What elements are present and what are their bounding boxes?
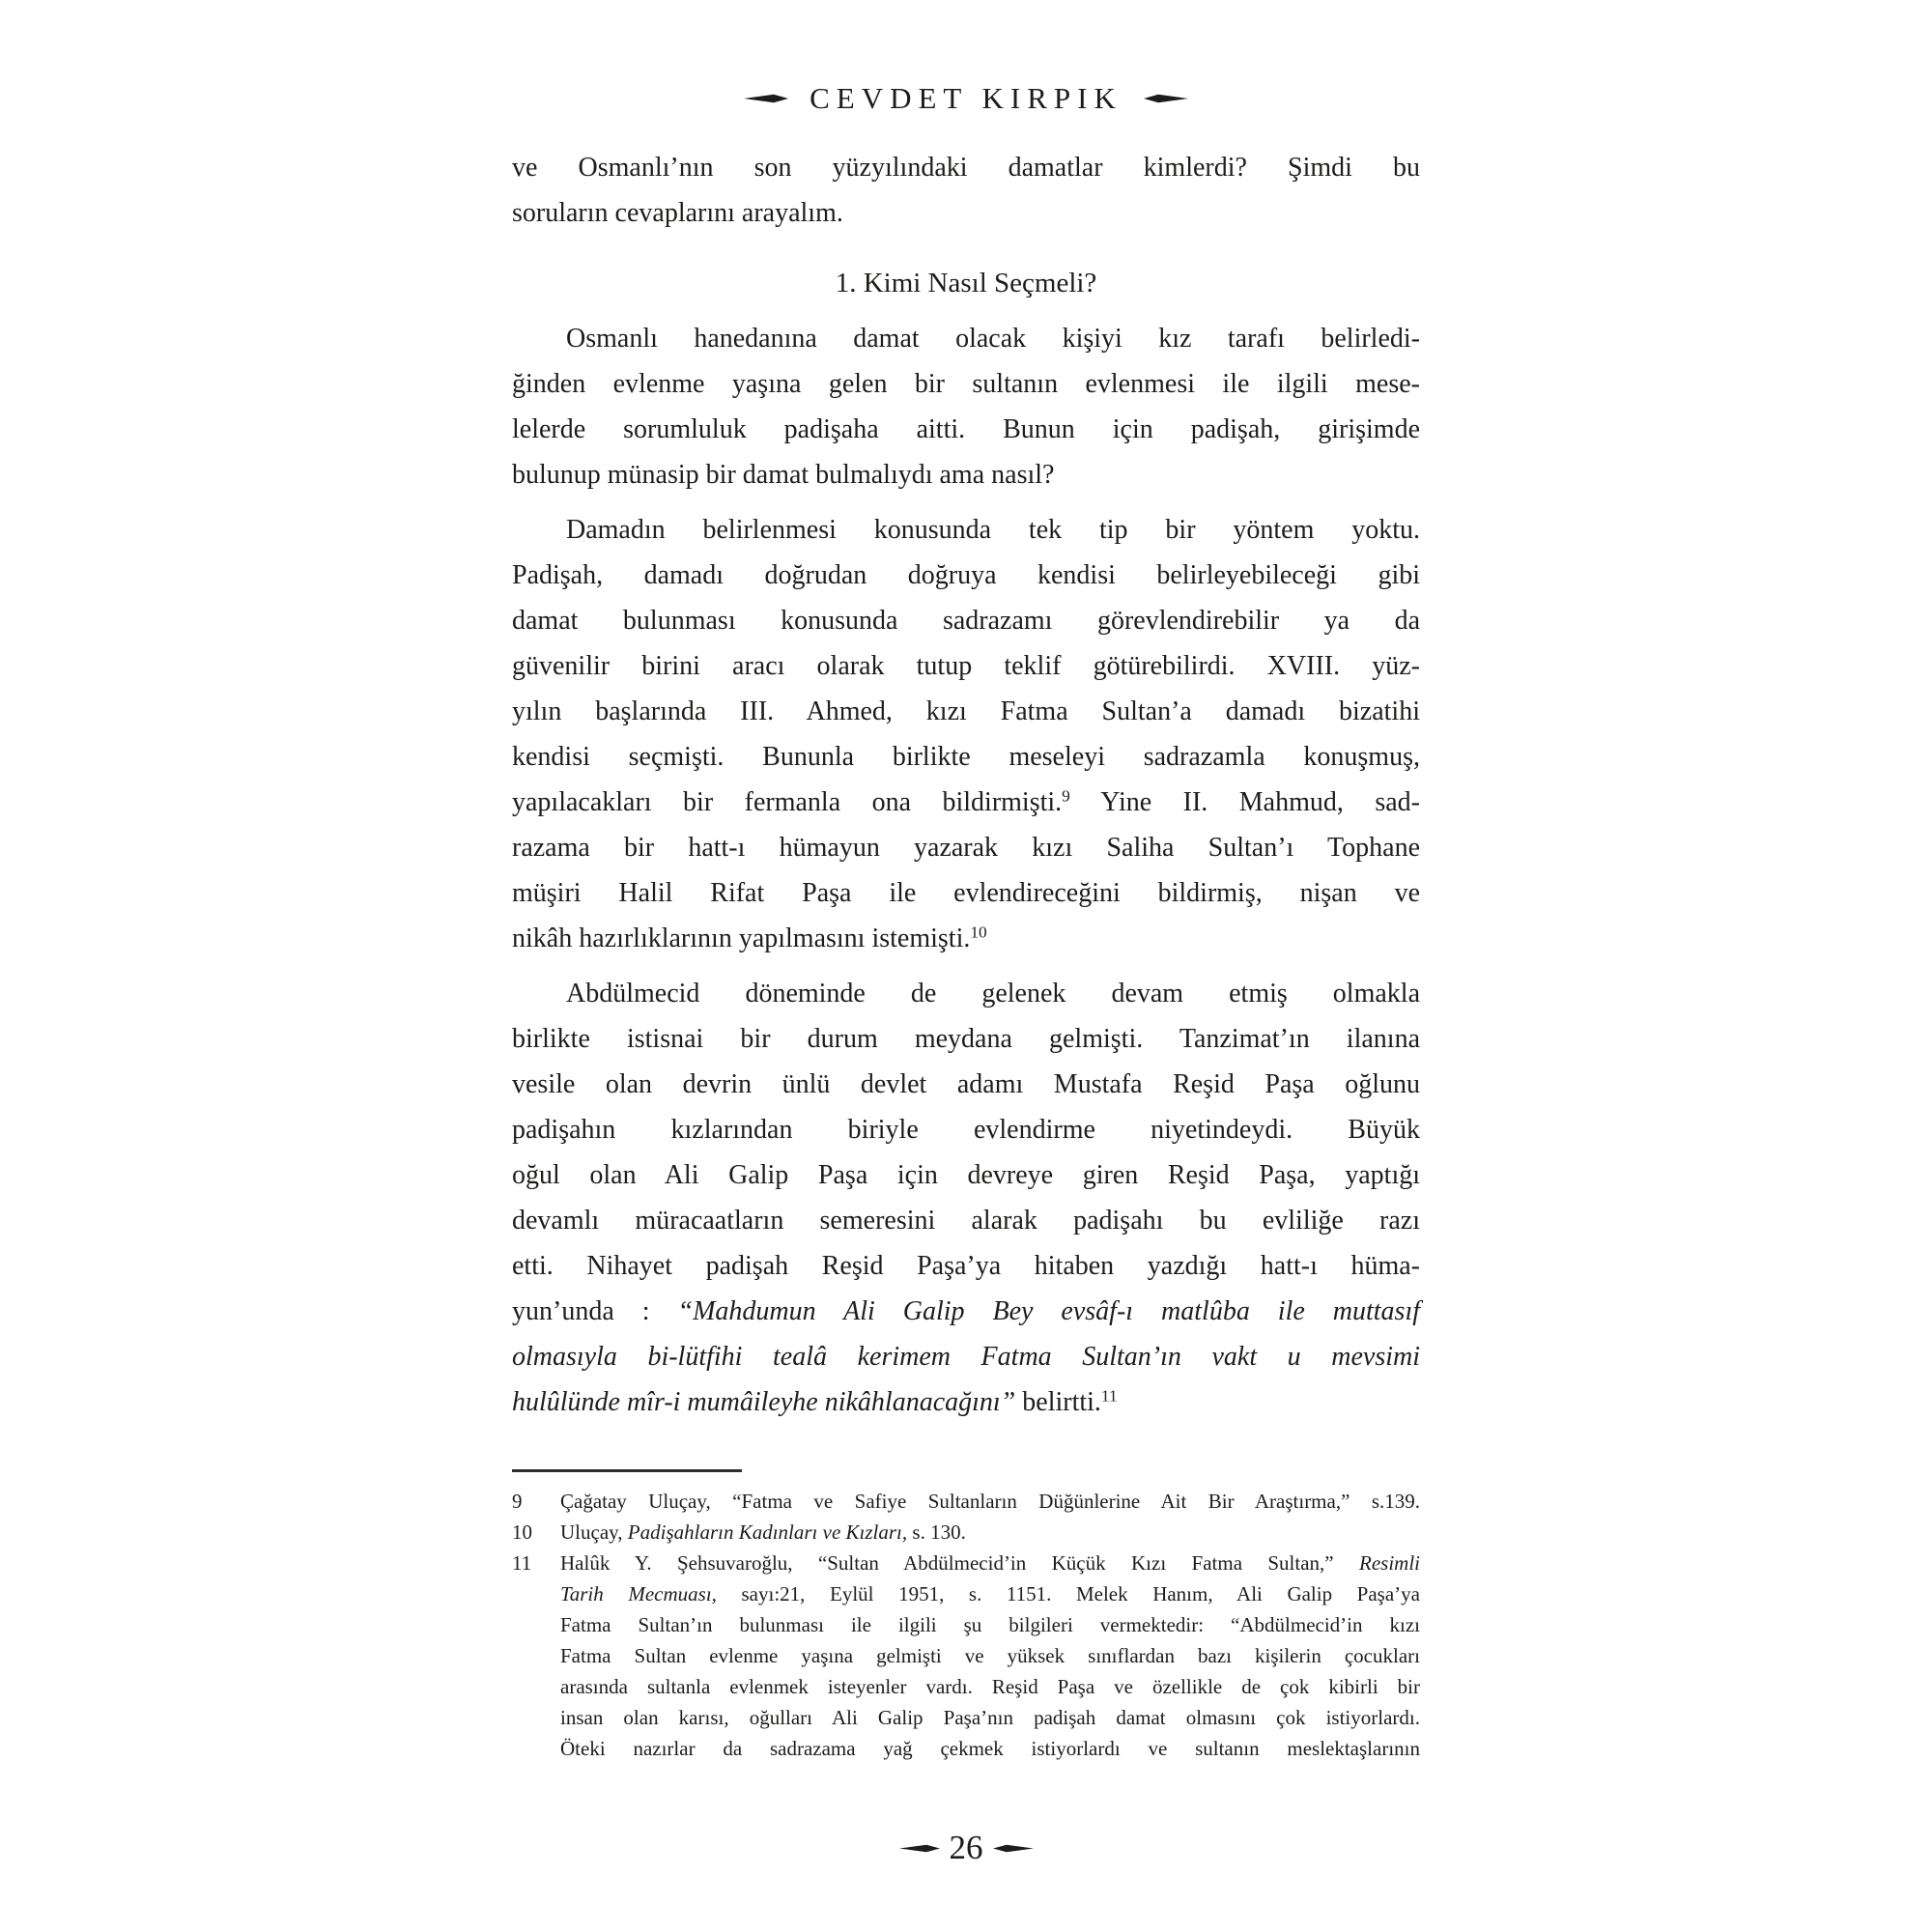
text-line: [560, 1548, 1420, 1578]
italic-text: hulûlünde mîr-i mumâileyhe nikâhlanacağını”: [512, 1387, 1016, 1417]
page-number: 26: [949, 1829, 983, 1866]
footnote-marker: 9: [1062, 786, 1070, 806]
text-line: [560, 1702, 1420, 1733]
header-ornament-left-icon: [744, 94, 788, 103]
text-line: [512, 1334, 1420, 1379]
footnote-number: 10: [512, 1520, 532, 1544]
text-line: [512, 1107, 1420, 1152]
text-line: [560, 1486, 1420, 1517]
text-segment: insan olan karısı, oğulları Ali Galip Paşa’nın padişah damat olmasını çok istiyorlardı.: [560, 1706, 1420, 1729]
paragraph: [512, 507, 1420, 961]
text-line: [512, 689, 1420, 734]
text-line: [512, 870, 1420, 916]
italic-text: olmasıyla bi-lütfihi tealâ kerimem Fatma Sultan’ın vakt u mevsimi: [512, 1342, 1420, 1372]
text-segment: arasında sultanla evlenmek isteyenler vardı. Reşid Paşa ve özellikle de çok kibirli bir: [560, 1675, 1420, 1698]
footnote-number: 11: [512, 1551, 532, 1575]
text-line: [512, 1379, 1420, 1425]
text-segment: Yine II. Mahmud, sad-: [1069, 787, 1420, 817]
text-line: [512, 1198, 1420, 1243]
text-segment: Uluçay,: [560, 1520, 628, 1544]
footnote-marker: 10: [970, 923, 987, 942]
text-segment: Abdülmecid döneminde de gelenek devam etmiş olmakla: [566, 979, 1420, 1009]
text-segment: kendisi seçmişti. Bununla birlikte meseleyi sadrazamla konuşmuş,: [512, 742, 1420, 772]
footnote: [512, 1548, 1420, 1764]
text-segment: Öteki nazırlar da sadrazama yağ çekmek istiyorlardı ve sultanın meslektaşlarının: [560, 1737, 1420, 1760]
text-line: [560, 1671, 1420, 1702]
section-heading: 1. Kimi Nasıl Seçmeli?: [835, 268, 1097, 298]
text-segment: güvenilir birini aracı olarak tutup teklif götürebilirdi. XVIII. yüz-: [512, 651, 1420, 681]
text-line: [560, 1733, 1420, 1764]
footer-ornament-left-icon: [899, 1844, 940, 1853]
text-line: [512, 553, 1420, 598]
text-segment: lelerde sorumluluk padişaha aitti. Bunun için padişah, girişimde: [512, 414, 1420, 444]
text-segment: nikâh hazırlıklarının yapılmasını istemişti.: [512, 923, 971, 953]
text-line: [512, 643, 1420, 689]
text-line: [512, 145, 1420, 190]
italic-text: Tarih Mecmuası,: [560, 1582, 717, 1605]
text-segment: Damadın belirlenmesi konusunda tek tip bir yöntem yoktu.: [566, 515, 1420, 545]
text-segment: ve Osmanlı’nın son yüzyılındaki damatlar kimlerdi? Şimdi bu: [512, 153, 1420, 183]
text-line: [560, 1578, 1420, 1609]
text-segment: Çağatay Uluçay, “Fatma ve Safiye Sultanların Düğünlerine Ait Bir Araştırma,” s.139.: [560, 1490, 1420, 1513]
text-line: [512, 780, 1420, 825]
paragraph: [512, 145, 1420, 236]
text-line: [512, 598, 1420, 643]
text-line: [512, 507, 1420, 553]
footnote-separator: [512, 1469, 742, 1472]
text-line: [560, 1517, 1420, 1548]
footnotes: [512, 1486, 1420, 1764]
text-line: [512, 734, 1420, 780]
text-segment: sayı:21, Eylül 1951, s. 1151. Melek Hanım, Ali Galip Paşa’ya: [716, 1582, 1420, 1605]
text-segment: oğul olan Ali Galip Paşa için devreye giren Reşid Paşa, yaptığı: [512, 1160, 1420, 1190]
text-segment: Osmanlı hanedanına damat olacak kişiyi kız tarafı belirledi-: [566, 324, 1420, 354]
italic-text: “Mahdumun Ali Galip Bey evsâf-ı matlûba ile muttasıf: [677, 1296, 1421, 1326]
text-segment: müşiri Halil Rifat Paşa ile evlendireceğini bildirmiş, nişan ve: [512, 878, 1420, 908]
text-segment: razama bir hatt-ı hümayun yazarak kızı Saliha Sultan’ı Tophane: [512, 833, 1420, 863]
text-segment: Padişah, damadı doğrudan doğruya kendisi belirleyebileceği gibi: [512, 560, 1420, 590]
text-segment: belirtti.: [1015, 1387, 1101, 1417]
text-line: [512, 825, 1420, 870]
text-segment: vesile olan devrin ünlü devlet adamı Mustafa Reşid Paşa oğlunu: [512, 1069, 1420, 1099]
text-segment: devamlı müracaatların semeresini alarak padişahı bu evliliğe razı: [512, 1206, 1420, 1236]
running-header: [0, 81, 1932, 116]
text-line: [512, 1016, 1420, 1062]
author-name: CEVDET KIRPIK: [810, 81, 1122, 115]
body-text: [512, 145, 1420, 1425]
footnote: [512, 1486, 1420, 1517]
text-segment: Fatma Sultan’ın bulunması ile ilgili şu bilgileri vermektedir: “Abdülmecid’in kızı: [560, 1613, 1420, 1636]
text-line: [512, 1243, 1420, 1289]
text-line: [512, 452, 1420, 497]
text-segment: etti. Nihayet padişah Reşid Paşa’ya hitaben yazdığı hatt-ı hüma-: [512, 1251, 1420, 1281]
footnote: [512, 1517, 1420, 1548]
text-segment: yapılacakları bir fermanla ona bildirmişti.: [512, 787, 1063, 817]
footer-ornament-right-icon: [993, 1844, 1034, 1853]
text-segment: s. 130.: [907, 1520, 966, 1544]
header-ornament-right-icon: [1144, 94, 1188, 103]
footnote-number: 9: [512, 1490, 523, 1513]
text-line: [512, 190, 1420, 236]
text-line: [560, 1609, 1420, 1640]
text-line: [512, 1152, 1420, 1198]
page-number-footer: [0, 1829, 1932, 1867]
paragraph: [512, 316, 1420, 497]
text-line: [512, 316, 1420, 361]
text-line: [512, 1289, 1420, 1334]
text-segment: Halûk Y. Şehsuvaroğlu, “Sultan Abdülmecid’in Küçük Kızı Fatma Sultan,”: [560, 1551, 1359, 1575]
text-line: [560, 1640, 1420, 1671]
text-line: [512, 1062, 1420, 1107]
paragraph: [512, 971, 1420, 1425]
text-segment: ğinden evlenme yaşına gelen bir sultanın evlenmesi ile ilgili mese-: [512, 369, 1420, 399]
text-segment: birlikte istisnai bir durum meydana gelmişti. Tanzimat’ın ilanına: [512, 1024, 1420, 1054]
text-segment: padişahın kızlarından biriyle evlendirme niyetindeydi. Büyük: [512, 1115, 1420, 1145]
text-segment: yılın başlarında III. Ahmed, kızı Fatma Sultan’a damadı bizatihi: [512, 696, 1420, 726]
text-line: [512, 971, 1420, 1016]
text-segment: bulunup münasip bir damat bulmalıydı ama nasıl?: [512, 460, 1055, 490]
italic-text: Resimli: [1359, 1551, 1420, 1575]
text-line: [512, 361, 1420, 407]
text-line: [512, 916, 1420, 961]
footnote-marker: 11: [1100, 1386, 1118, 1406]
text-segment: yun’unda :: [512, 1296, 678, 1326]
text-segment: Fatma Sultan evlenme yaşına gelmişti ve yüksek sınıflardan bazı kişilerin çocukları: [560, 1644, 1420, 1667]
text-segment: soruların cevaplarını arayalım.: [512, 198, 843, 228]
text-line: [512, 407, 1420, 452]
italic-text: Padişahların Kadınları ve Kızları,: [627, 1520, 908, 1544]
text-segment: damat bulunması konusunda sadrazamı görevlendirebilir ya da: [512, 606, 1420, 636]
